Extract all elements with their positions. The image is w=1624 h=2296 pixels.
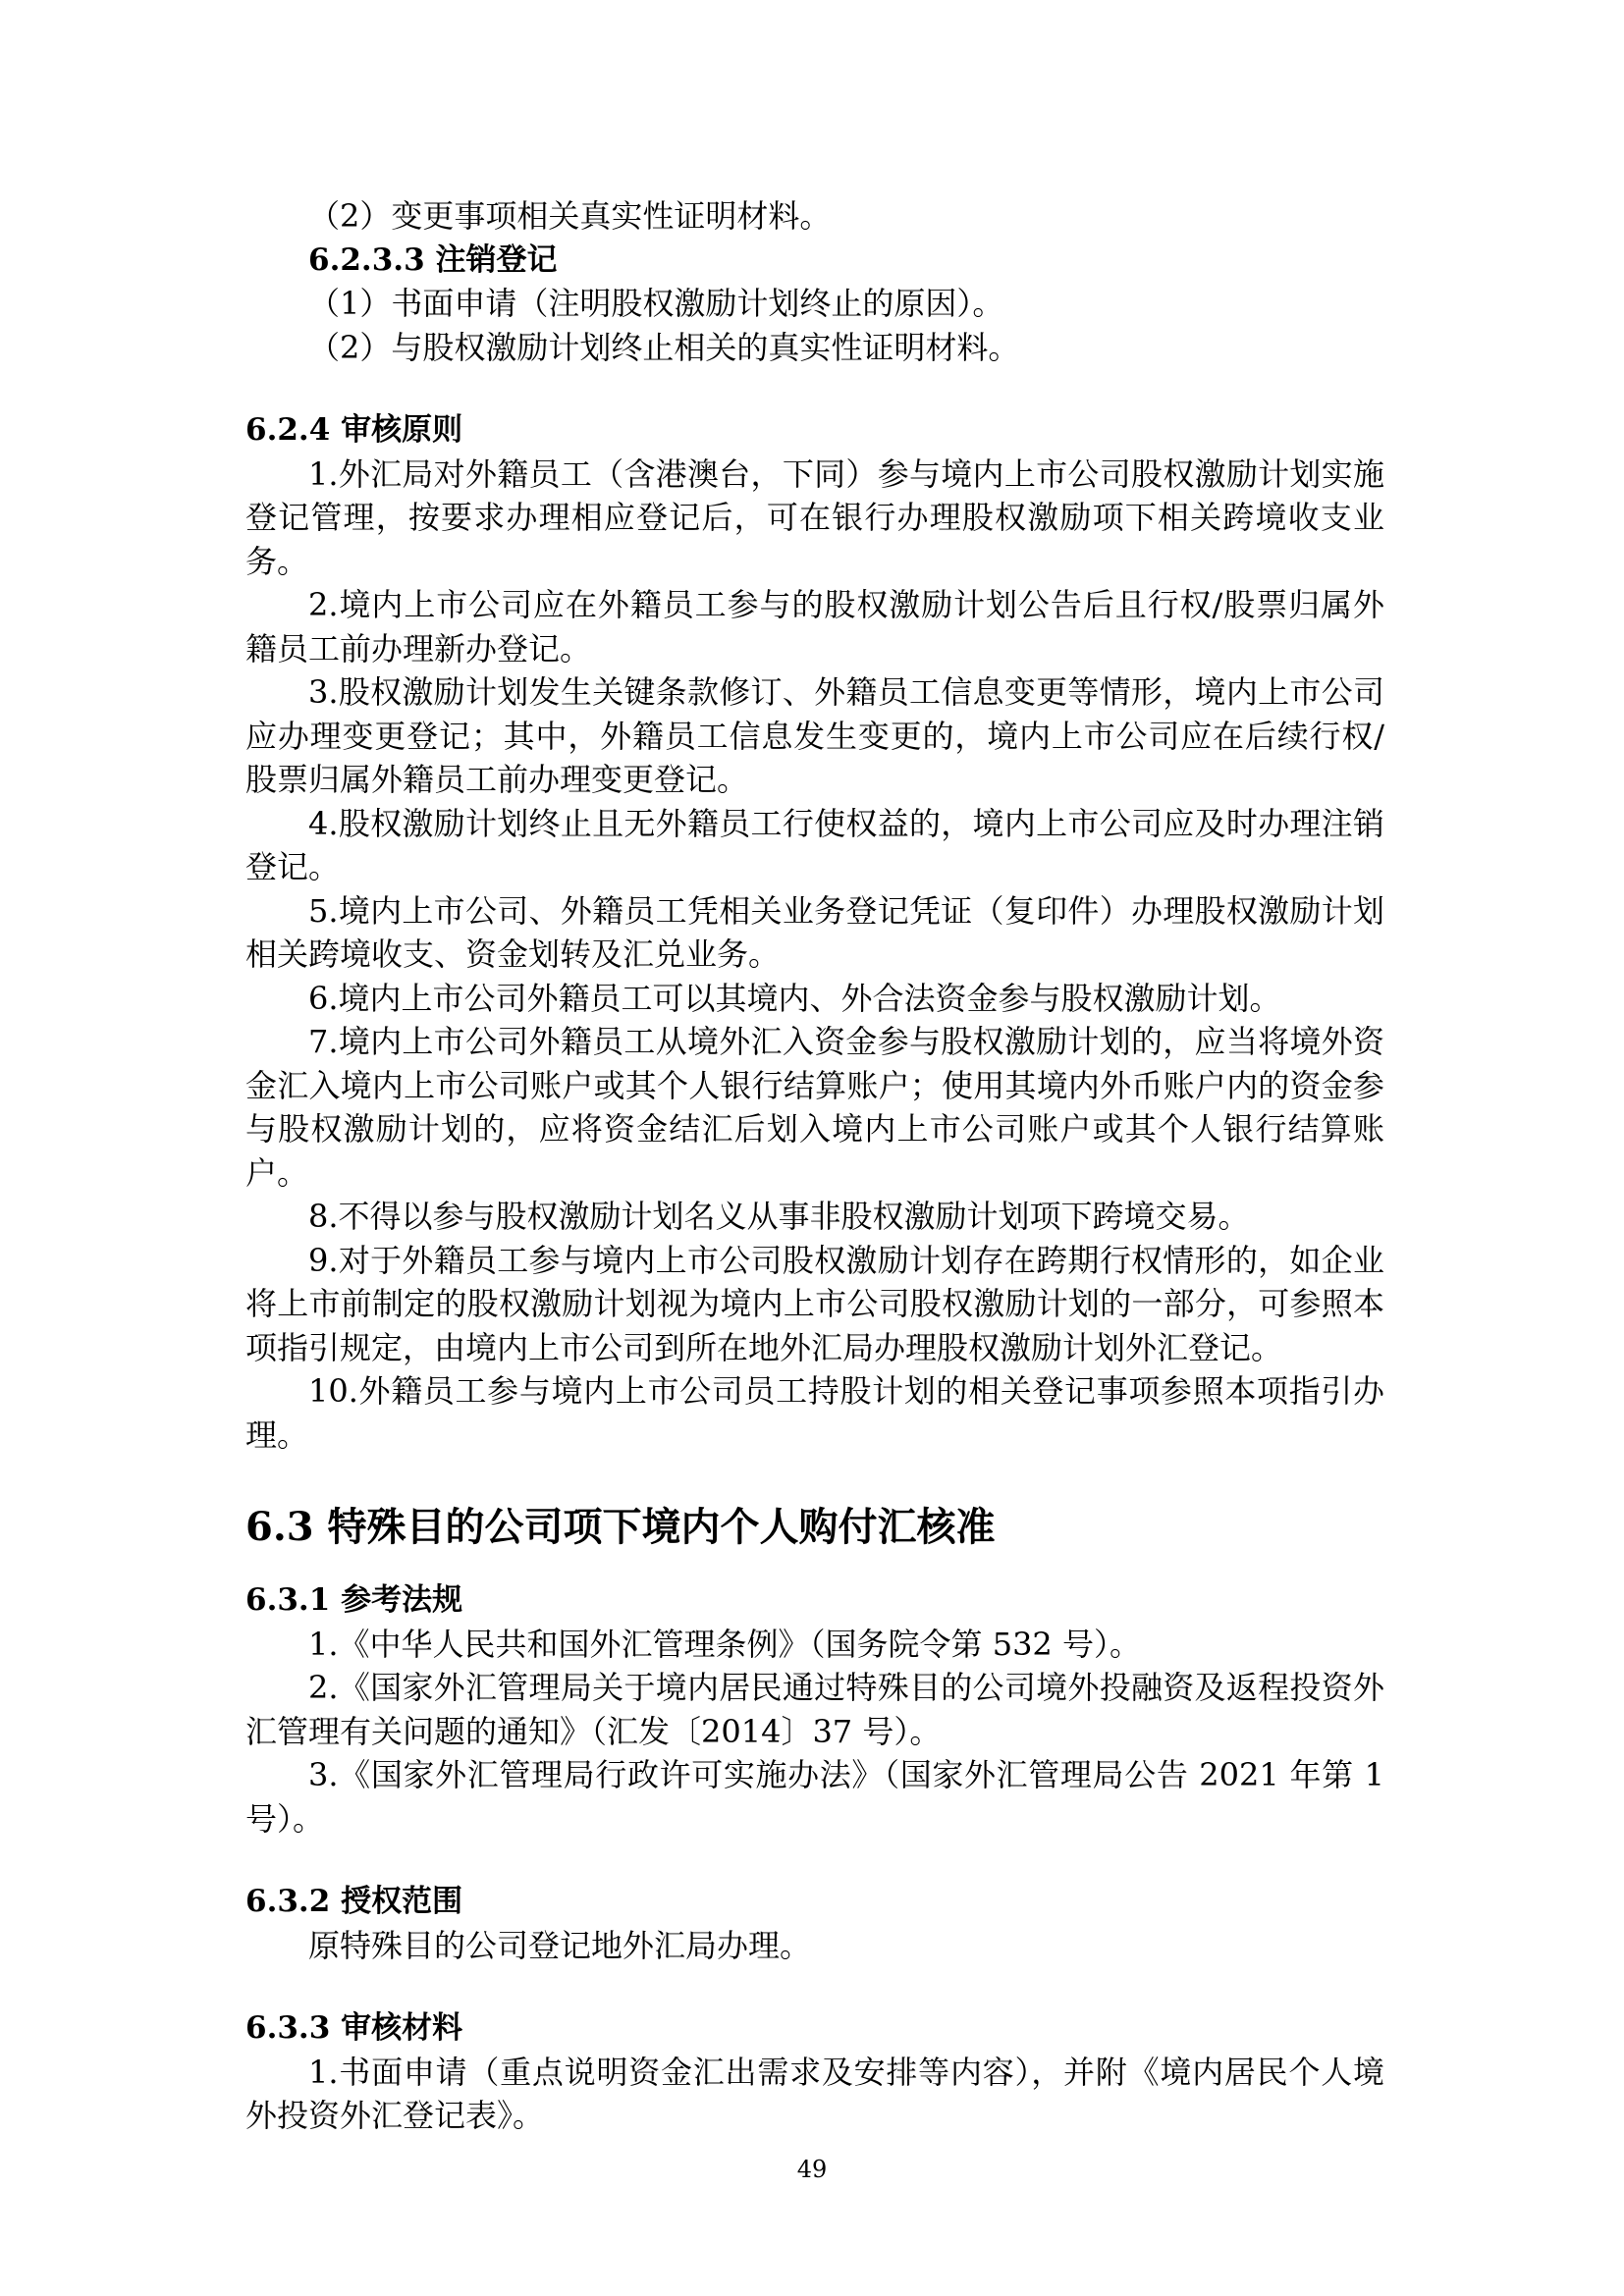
paragraph: 1.《中华人民共和国外汇管理条例》（国务院令第 532 号）。 [308, 1625, 1141, 1663]
spacer [245, 1555, 1384, 1578]
paragraph: 9.对于外籍员工参与境内上市公司股权激励计划存在跨期行权情形的，如企业将上市前制定的股权激励计划视为境内上市公司股权激励计划的一部分，可参照本项指引规定，由境内上市公司到所在地外汇局办理股权激励计划外汇登记。 [245, 1241, 1384, 1366]
section-heading: 6.3.3 审核材料 [245, 2010, 463, 2046]
section-heading: 6.3.1 参考法规 [245, 1582, 463, 1618]
spacer [245, 1967, 1384, 2006]
paragraph: 10.外籍员工参与境内上市公司员工持股计划的相关登记事项参照本项指引办理。 [245, 1372, 1384, 1454]
paragraph: 2.《国家外汇管理局关于境内居民通过特殊目的公司境外投融资及返程投资外汇管理有关问题的通知》（汇发〔2014〕37 号）。 [245, 1669, 1384, 1750]
page-number: 49 [796, 2156, 828, 2183]
paragraph: 2.境内上市公司应在外籍员工参与的股权激励计划公告后且行权/股票归属外籍员工前办理新办登记。 [245, 586, 1384, 667]
paragraph: 6.境内上市公司外籍员工可以其境内、外合法资金参与股权激励计划。 [308, 979, 1281, 1017]
paragraph: 4.股权激励计划终止且无外籍员工行使权益的，境内上市公司应及时办理注销登记。 [245, 804, 1384, 885]
paragraph: 1.外汇局对外籍员工（含港澳台，下同）参与境内上市公司股权激励计划实施登记管理，按要求办理相应登记后，可在银行办理股权激励项下相关跨境收支业务。 [245, 454, 1384, 580]
spacer [245, 1841, 1384, 1880]
spacer [245, 369, 1384, 408]
list-item: （1）书面申请（注明股权激励计划终止的原因）。 [308, 285, 1004, 322]
spacer [245, 1457, 1384, 1500]
page-content [245, 194, 1384, 2138]
paragraph: 3.《国家外汇管理局行政许可实施办法》（国家外汇管理局公告 2021 年第 1 号）。 [245, 1756, 1384, 1838]
paragraph: 3.股权激励计划发生关键条款修订、外籍员工信息变更等情形，境内上市公司应办理变更登记；其中，外籍员工信息发生变更的，境内上市公司应在后续行权/股票归属外籍员工前办理变更登记。 [245, 673, 1384, 798]
paragraph: 原特殊目的公司登记地外汇局办理。 [308, 1926, 812, 1964]
section-heading: 6.2.4 审核原则 [245, 412, 463, 448]
paragraph: 8.不得以参与股权激励计划名义从事非股权激励计划项下跨境交易。 [308, 1198, 1250, 1235]
paragraph: 7.境内上市公司外籍员工从境外汇入资金参与股权激励计划的，应当将境外资金汇入境内上市公司账户或其个人银行结算账户；使用其境内外币账户内的资金参与股权激励计划的，应将资金结汇后划入境内上市公司账户或其个人银行结算账户。 [245, 1023, 1384, 1192]
section-heading: 6.3.2 授权范围 [245, 1884, 463, 1919]
paragraph: 5.境内上市公司、外籍员工凭相关业务登记凭证（复印件）办理股权激励计划相关跨境收支、资金划转及汇兑业务。 [245, 891, 1384, 973]
paragraph: 1.书面申请（重点说明资金汇出需求及安排等内容），并附《境内居民个人境外投资外汇登记表》。 [245, 2053, 1384, 2134]
chapter-heading: 6.3 特殊目的公司项下境内个人购付汇核准 [245, 1504, 996, 1550]
list-item: （2）与股权激励计划终止相关的真实性证明材料。 [308, 328, 1020, 366]
subsection-heading: 6.2.3.3 注销登记 [308, 241, 558, 278]
list-item: （2）变更事项相关真实性证明材料。 [308, 197, 832, 235]
